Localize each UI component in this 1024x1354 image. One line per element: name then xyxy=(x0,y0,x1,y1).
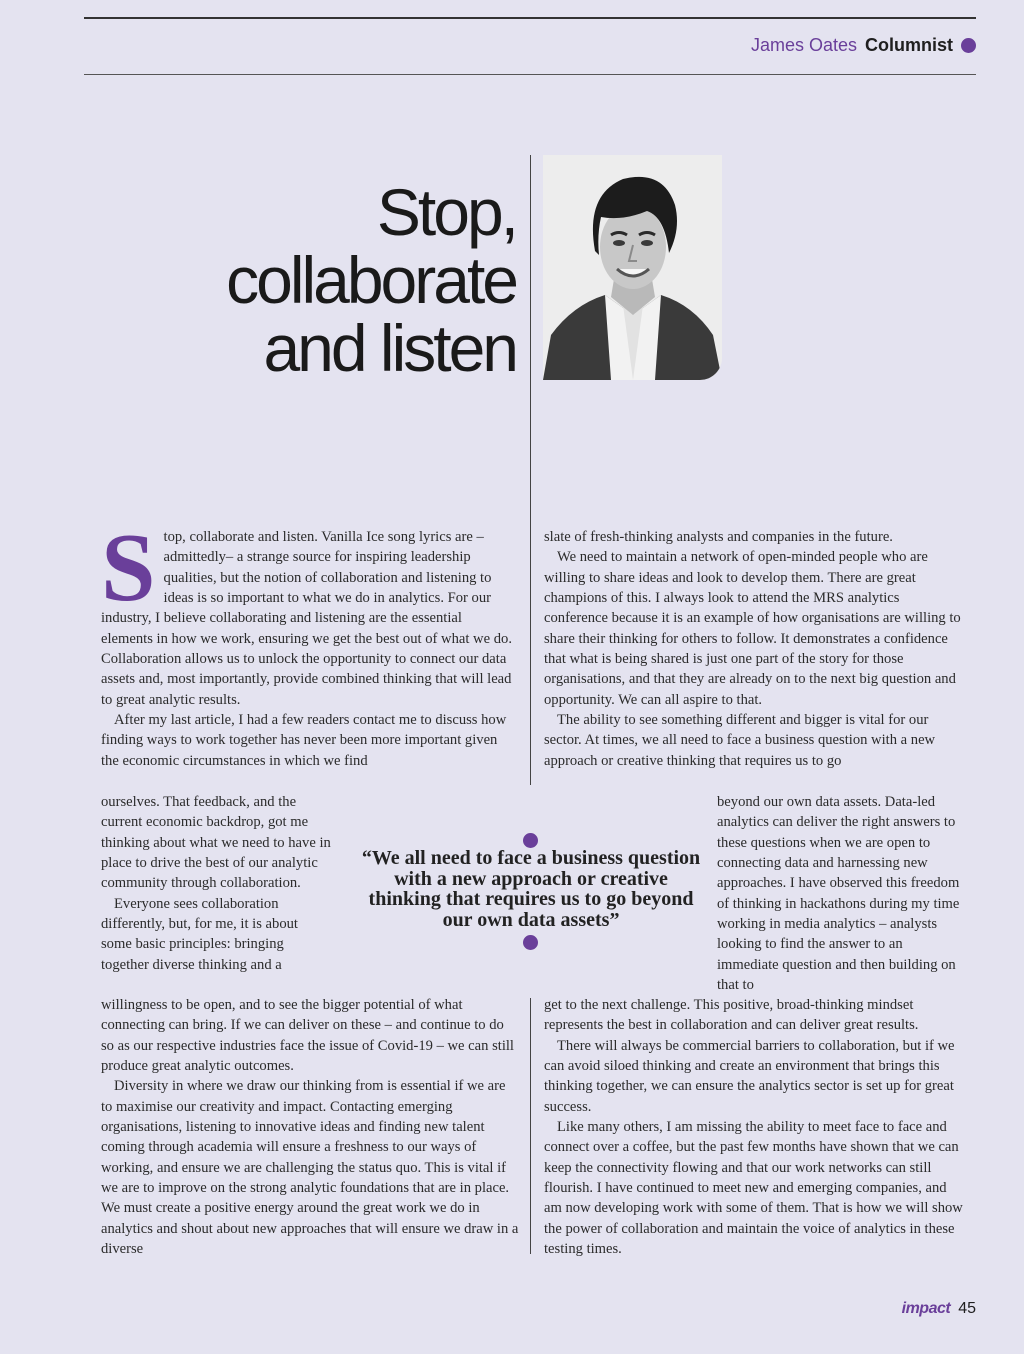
page-header xyxy=(751,35,976,56)
author-role: Columnist xyxy=(865,35,953,55)
column-divider-bottom xyxy=(530,998,531,1254)
article-column-right-top xyxy=(544,527,962,771)
article-column-left-top xyxy=(101,514,517,771)
paragraph: ourselves. That feedback, and the current economic backdrop, got me thinking about what we need to have in place to drive the best of our analytic community through collaboration. xyxy=(101,794,331,892)
article-column-left-middle xyxy=(101,792,331,975)
article-column-right-middle xyxy=(717,792,965,995)
paragraph: beyond our own data assets. Data-led analytics can deliver the right answers to these questions when we are open to connecting data and harnessing new approaches. I have observed this freedom of thinking in hackathons during my time working in media analytics – analysts looking to find the answer to an immediate question and then building on that to xyxy=(717,794,960,994)
top-rule xyxy=(84,17,976,19)
paragraph: There will always be commercial barriers to collaboration, but if we can avoid siloed thinking and create an environment that brings this thinking together, we can ensure the analytics sector is set up for great success. xyxy=(544,1037,955,1115)
paragraph: Diversity in where we draw our thinking from is essential if we are to maximise our creativity and impact. Contacting emerging organisations, listening to innovative ideas and finding new talent coming through academia will ensure a freshness to our ways of working, and ensure we are challenging the status quo. This is vital if we are to improve on the strong analytic foundations that are in place. We must create a positive energy around the great work we do in analytics and shout about new approaches that will ensure we draw in a diverse xyxy=(101,1078,519,1258)
author-name: James Oates xyxy=(750,35,857,55)
paragraph: willingness to be open, and to see the bigger potential of what connecting can bring. If we can deliver on these – and continue to do so as our respective industries face the issue of Covid-19 – we can still produce great analytic outcomes. xyxy=(101,997,514,1075)
paragraph: We need to maintain a network of open-minded people who are willing to share ideas and look to develop them. There are great champions of this. I always look to attend the MRS analytics conference because it is an example of how organisations are willing to share their thinking for others to follow. It demonstrates a confidence that what is being shared is just one part of the story for those organisations, and that they are already on to the next big question and opportunity. We can all aspire to that. xyxy=(544,549,961,708)
paragraph: Everyone sees collaboration differently, but, for me, it is about some basic principles: bringing together diverse thinking and a xyxy=(101,895,298,973)
pullquote-dot-icon xyxy=(523,935,538,950)
pull-quote: “We all need to face a business question with a new approach or creative thinking that requires us to go beyond our own data assets” xyxy=(361,847,701,931)
headline-line-3: and listen xyxy=(263,311,516,385)
article-column-right-bottom xyxy=(544,995,964,1259)
paragraph: Like many others, I am missing the ability to meet face to face and connect over a coffee, but the past few months have shown that we can keep the connectivity flowing and that our work networks can still flourish. I have continued to meet new and emerging companies, and am now developing work with some of them. That is how we will show the power of collaboration and maintain the voice of analytics in these testing times. xyxy=(544,1119,963,1258)
drop-cap: S xyxy=(101,514,156,622)
headline-line-2: collaborate xyxy=(226,243,516,317)
article-column-left-bottom xyxy=(101,995,519,1259)
paragraph: get to the next challenge. This positive, broad-thinking mindset represents the best in collaboration and can deliver great results. xyxy=(544,997,919,1034)
brand-logo: impact xyxy=(901,1300,951,1317)
author-portrait xyxy=(543,155,722,380)
paragraph: The ability to see something different and bigger is vital for our sector. At times, we all need to face a business question with a new approach or creative thinking that requires us to go xyxy=(544,712,936,769)
page-footer xyxy=(902,1300,976,1318)
header-rule xyxy=(84,74,976,75)
paragraph: slate of fresh-thinking analysts and companies in the future. xyxy=(544,529,893,545)
headline-line-1: Stop, xyxy=(376,175,516,249)
header-dot-icon xyxy=(961,38,976,53)
column-divider-top xyxy=(530,155,531,785)
paragraph: top, collaborate and listen. Vanilla Ice song lyrics are – admittedly– a strange source for inspiring leadership qualities, but the notion of collaboration and listening to ideas is so important to what we do in analytics. For our industry, I believe collaborating and listening are the essential elements in how we work, ensuring we get the best out of what we do. Collaboration allows us to unlock the opportunity to connect our data assets and, most importantly, provide combined thinking that will lead to great analytic results. xyxy=(101,529,512,708)
article-headline xyxy=(96,175,516,385)
paragraph: After my last article, I had a few readers contact me to discuss how finding ways to work together has never been more important given the economic circumstances in which we find xyxy=(101,712,507,769)
pullquote-dot-icon xyxy=(523,833,538,848)
page-number: 45 xyxy=(958,1300,976,1317)
